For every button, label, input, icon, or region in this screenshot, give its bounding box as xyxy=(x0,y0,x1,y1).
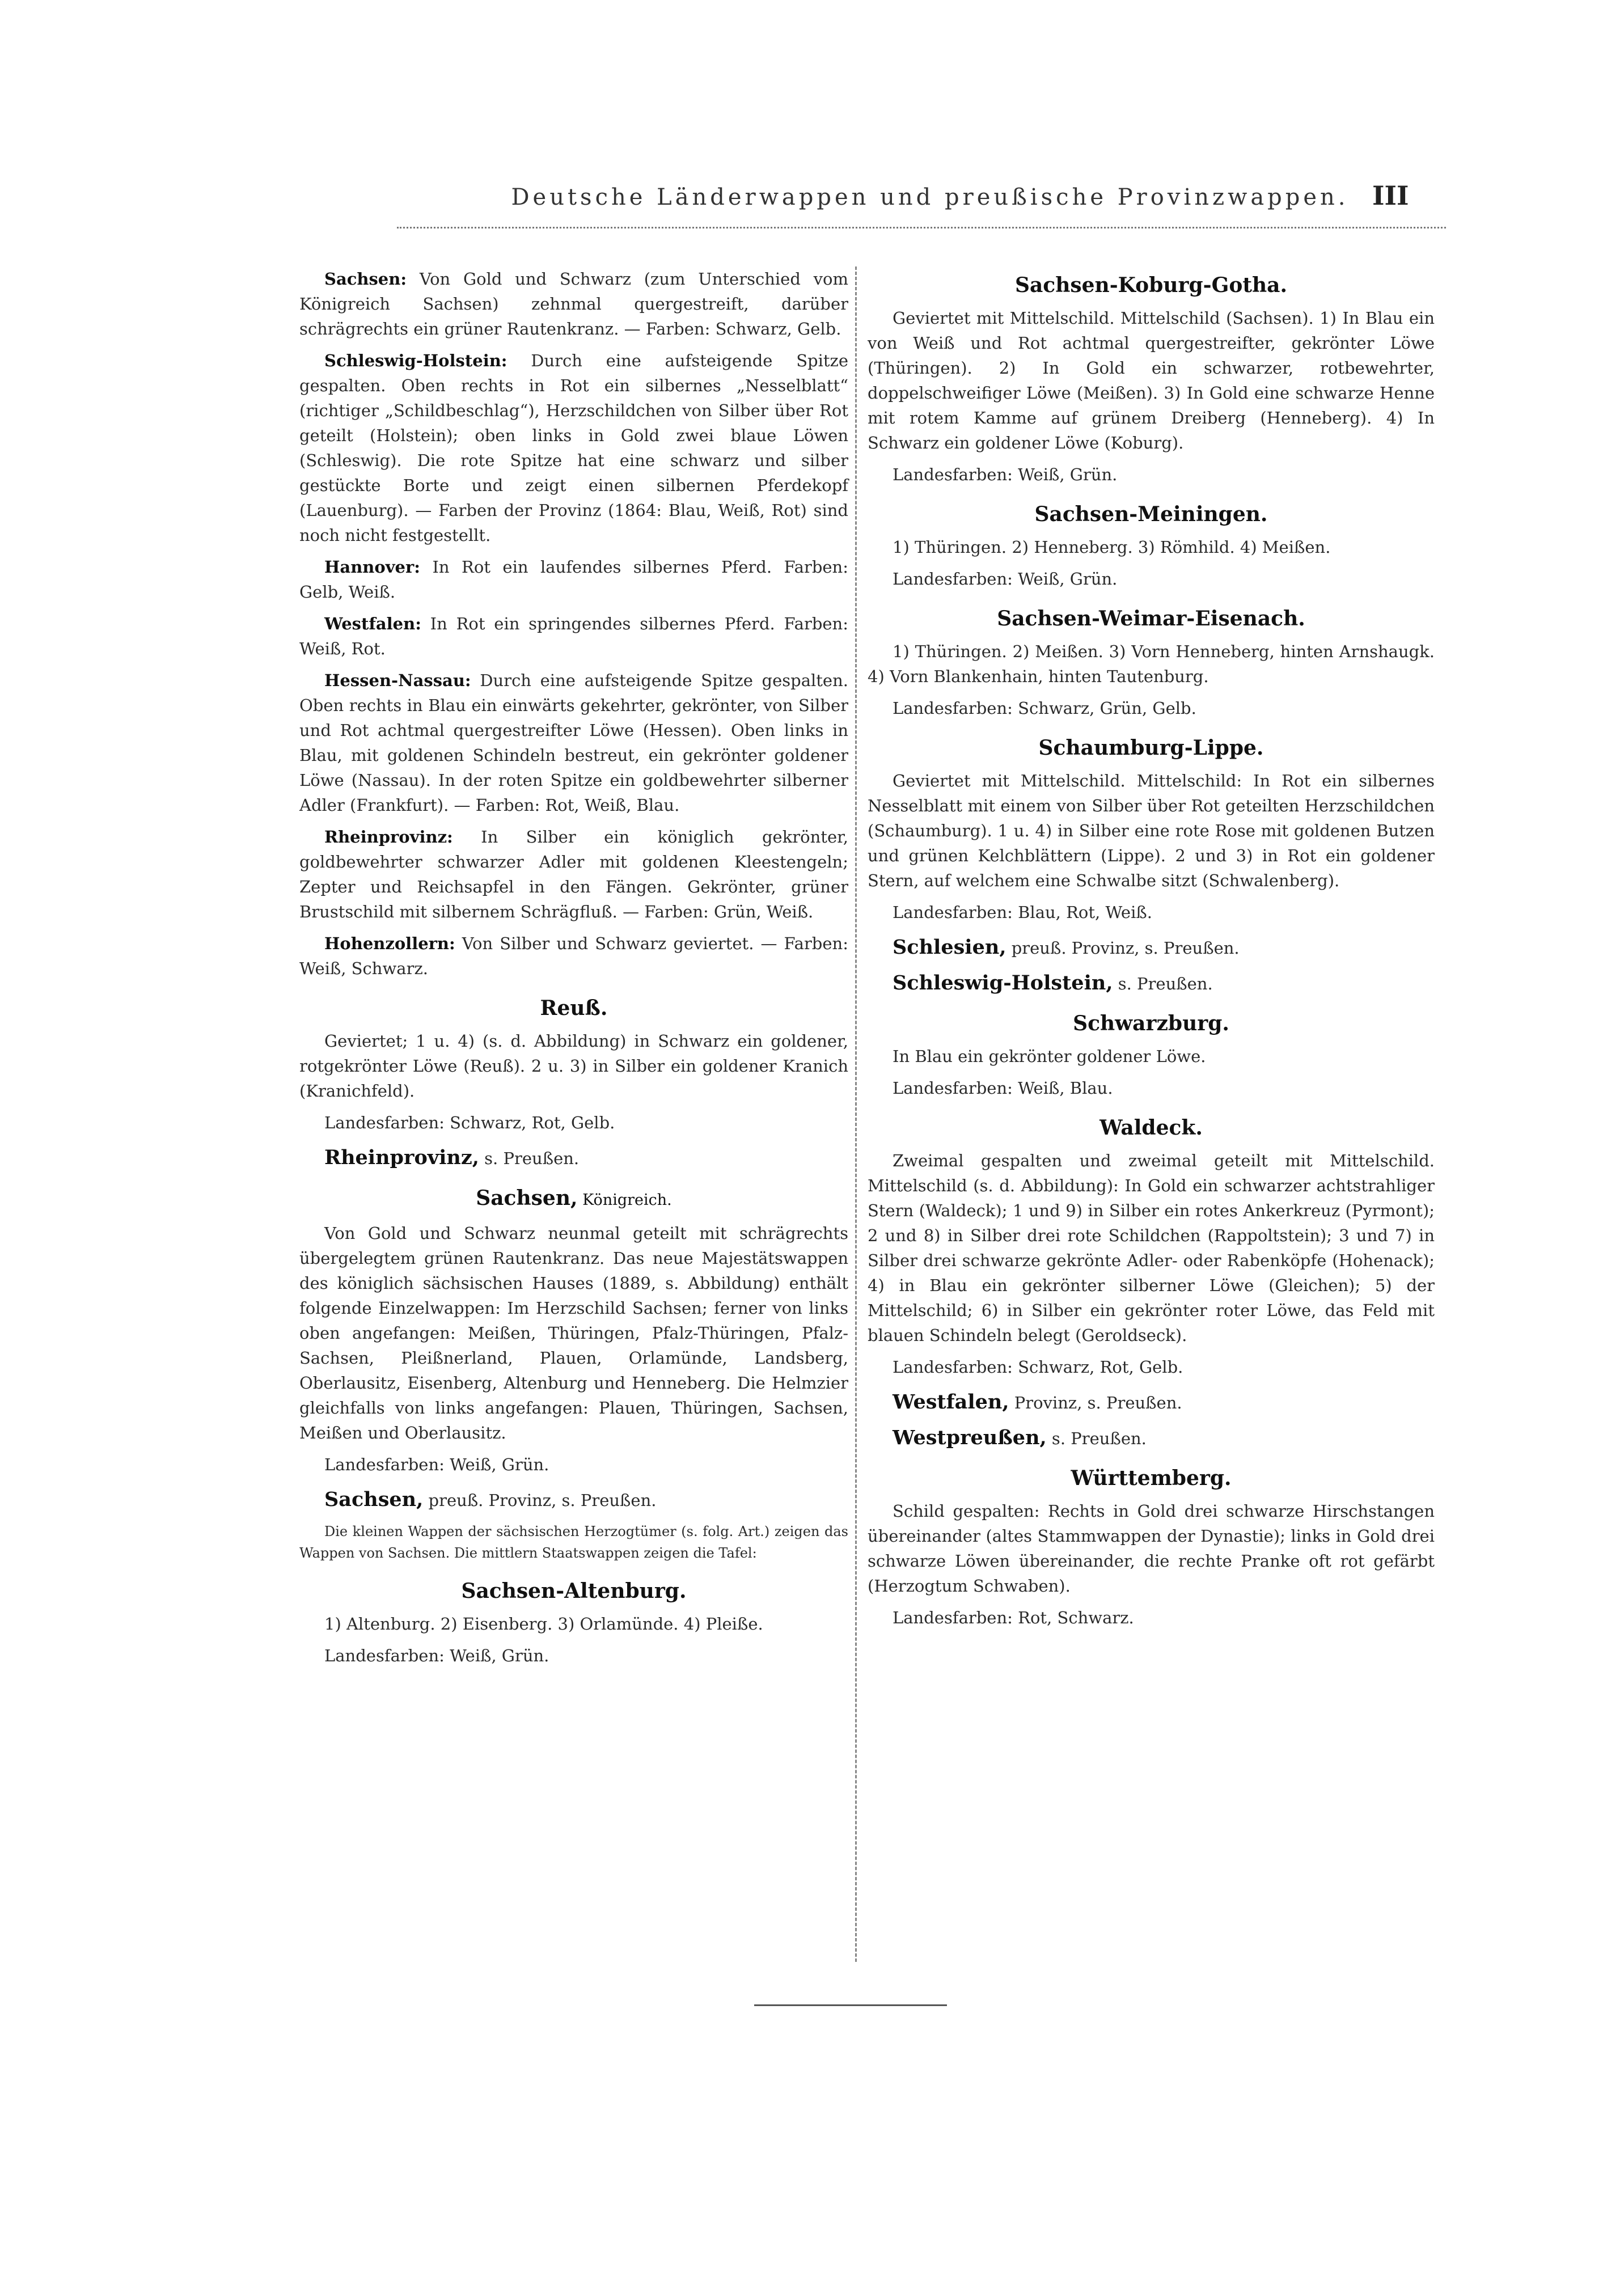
paragraph: Zweimal gespalten und zweimal geteilt mit Mittelschild. Mittelschild (s. d. Abbildung): In Gold ein schwarzer achtstrahliger Stern (Waldeck); 1 und 9) in Silber ein rotes Ankerkreuz (Pyrmont); 2 und 8) in Silber drei rote Schildchen (Rappoltstein); 3 und 7) in Silber drei schwarze gekrönte Adler- oder Rabenköpfe (Hohenack); 4) in Blau ein gekrönter silberner Löwe (Gleichen); 5) der Mittelschild; 6) in Silber ein gekrönter roter Löwe, das Feld mit blauen Schindeln belegt (Geroldseck). xyxy=(868,1151,1435,1345)
heading-subtitle: Königreich. xyxy=(577,1191,672,1209)
entry-text: Von Gold und Schwarz (zum Unterschied vom Königreich Sachsen) zehnmal quergestreift, darüber schrägrechts ein grüner Rautenkranz. — Farben: Schwarz, Gelb. xyxy=(299,269,848,339)
paragraph: Von Gold und Schwarz neunmal geteilt mit schrägrechts übergelegtem grünen Rautenkranz. Das neue Majestätswappen des königlich sächsischen Hauses (1889, s. Abbildung) enthält folgende Einzelwappen: Im Herzschild Sachsen; ferner von links oben angefangen: Meißen, Thüringen, Pfalz-Thüringen, Pfalz-Sachsen, Pleißnerland, Plauen, Orlamünde, Landsberg, Oberlausitz, Eisenberg, Altenburg und Henneberg. Die Helmzier gleichfalls von links angefangen: Plauen, Thüringen, Sachsen, Meißen und Oberlausitz. xyxy=(299,1224,848,1442)
page-number: III xyxy=(1372,180,1409,211)
section-heading xyxy=(868,502,1435,527)
entry-term: Rheinprovinz, xyxy=(324,1146,479,1169)
section-heading xyxy=(868,1466,1435,1491)
heading-title: Reuß. xyxy=(540,996,608,1020)
paragraph: Geviertet mit Mittelschild. Mittelschild (Sachsen). 1) In Blau ein von Weiß und Rot achtmal quergestreifter, gekrönter Löwe (Thüringen). 2) In Gold ein schwarzer, rotbewehrter, doppelschweifiger Löwe (Meißen). 3) In Gold eine schwarze Henne mit rotem Kamme auf grünem Dreiberg (Henneberg). 4) In Schwarz ein goldener Löwe (Koburg). xyxy=(868,308,1435,452)
section-heading xyxy=(868,735,1435,760)
entry-text: s. Preußen. xyxy=(479,1149,580,1168)
note-paragraph: Die kleinen Wappen der sächsischen Herzogtümer (s. folg. Art.) zeigen das Wappen von Sachsen. Die mittlern Staatswappen zeigen die Tafel: xyxy=(299,1524,848,1561)
entry xyxy=(299,266,848,341)
heading-title: Waldeck. xyxy=(1099,1116,1203,1140)
left-column xyxy=(299,266,848,1675)
right-column xyxy=(868,258,1435,1637)
paragraph: Landesfarben: Weiß, Blau. xyxy=(893,1078,1113,1098)
entry-text: Durch eine aufsteigende Spitze gespalten. Oben rechts in Blau ein einwärts gekehrter, gekrönter, von Silber und Rot achtmal quergestreifter Löwe (Hessen). Oben links in Blau, mit goldenen Schindeln bestreut, ein gekrönter goldener Löwe (Nassau). In der roten Spitze ein goldbewehrter silberner Adler (Frankfurt). — Farben: Rot, Weiß, Blau. xyxy=(299,671,848,815)
paragraph: Landesfarben: Weiß, Grün. xyxy=(324,1455,549,1474)
entry-term: Schleswig-Holstein: xyxy=(324,351,508,370)
paragraph: 1) Altenburg. 2) Eisenberg. 3) Orlamünde. 4) Pleiße. xyxy=(324,1614,763,1634)
section-heading xyxy=(299,1579,848,1604)
paragraph: Schild gespalten: Rechts in Gold drei schwarze Hirschstangen übereinander (altes Stammwappen der Dynastie); links in Gold drei schwarze Löwen übereinander, die rechte Pranke oft rot gefärbt (Herzogtum Schwaben). xyxy=(868,1501,1435,1596)
entry-term: Sachsen, xyxy=(324,1488,424,1511)
entry-term: Westfalen: xyxy=(324,614,421,633)
heading-title: Schaumburg-Lippe. xyxy=(1038,736,1264,760)
entry-term: Sachsen: xyxy=(324,269,407,289)
paragraph: Landesfarben: Schwarz, Grün, Gelb. xyxy=(893,699,1196,718)
section-heading xyxy=(868,1115,1435,1140)
entry-text: Durch eine aufsteigende Spitze gespalten. Oben rechts in Rot ein silbernes „Nesselblatt“ (richtiger „Schildbeschlag“), Herzschildchen von Silber über Rot geteilt (Holstein); oben links in Gold zwei blaue Löwen (Schleswig). Die rote Spitze hat eine schwarz und silber gestückte Borte und zeigt einen silbernen Pferdekopf (Lauenburg). — Farben der Provinz (1864: Blau, Weiß, Rot) sind noch nicht festgestellt. xyxy=(299,351,848,545)
cross-reference xyxy=(868,935,1435,961)
paragraph: Landesfarben: Weiß, Grün. xyxy=(893,569,1118,589)
paragraph: Landesfarben: Rot, Schwarz. xyxy=(893,1608,1134,1627)
heading-title: Sachsen-Meiningen. xyxy=(1034,502,1268,526)
entry xyxy=(299,611,848,661)
heading-title: Sachsen, xyxy=(476,1186,578,1210)
section-heading xyxy=(299,996,848,1021)
entry-term: Westfalen, xyxy=(893,1390,1009,1414)
running-header: Deutsche Länderwappen und preußische Provinzwappen. xyxy=(511,184,1349,210)
entry-text: s. Preußen. xyxy=(1113,974,1213,993)
entry-term: Westpreußen, xyxy=(893,1426,1047,1449)
cross-reference xyxy=(299,1145,848,1171)
paragraph: In Blau ein gekrönter goldener Löwe. xyxy=(893,1047,1206,1066)
paragraph: 1) Thüringen. 2) Henneberg. 3) Römhild. 4) Meißen. xyxy=(893,538,1331,557)
entry xyxy=(299,668,848,818)
paragraph: Landesfarben: Blau, Rot, Weiß. xyxy=(893,903,1152,922)
entry-text: Von Silber und Schwarz geviertet. — Farben: Weiß, Schwarz. xyxy=(299,934,848,978)
cross-reference xyxy=(868,1425,1435,1451)
paragraph: Geviertet; 1 u. 4) (s. d. Abbildung) in Schwarz ein goldener, rotgekrönter Löwe (Reuß). 2 u. 3) in Silber ein goldener Kranich (Kranichfeld). xyxy=(299,1031,848,1101)
entry-text: In Rot ein laufendes silbernes Pferd. Farben: Gelb, Weiß. xyxy=(299,557,848,602)
entry-term: Schlesien, xyxy=(893,936,1006,959)
paragraph: Landesfarben: Schwarz, Rot, Gelb. xyxy=(324,1113,615,1132)
heading-title: Sachsen-Koburg-Gotha. xyxy=(1014,273,1288,297)
entry-text: preuß. Provinz, s. Preußen. xyxy=(1006,938,1240,958)
entry-term: Hannover: xyxy=(324,557,420,577)
entry-text: s. Preußen. xyxy=(1046,1429,1147,1448)
entry xyxy=(299,555,848,604)
paragraph: Landesfarben: Weiß, Grün. xyxy=(893,465,1118,484)
entry-term: Schleswig-Holstein, xyxy=(893,971,1113,995)
entry-term: Rheinprovinz: xyxy=(324,827,453,847)
paragraph: Geviertet mit Mittelschild. Mittelschild: In Rot ein silbernes Nesselblatt mit einem von Silber über Rot geteilten Herzschildchen (Schaumburg). 1 u. 4) in Silber eine rote Rose mit goldenen Butzen und grünen Kelchblättern (Lippe). 2 und 3) in Rot ein goldener Stern, auf welchem eine Schwalbe sitzt (Schwalenberg). xyxy=(868,771,1435,890)
column-divider xyxy=(855,266,857,1962)
section-heading xyxy=(868,273,1435,298)
paragraph: Landesfarben: Weiß, Grün. xyxy=(324,1646,549,1665)
cross-reference xyxy=(299,1487,848,1513)
heading-title: Sachsen-Altenburg. xyxy=(461,1579,687,1603)
section-heading xyxy=(868,1011,1435,1036)
heading-title: Württemberg. xyxy=(1071,1466,1232,1490)
entry-term: Hessen-Nassau: xyxy=(324,671,471,690)
section-heading xyxy=(299,1186,848,1213)
entry-text: preuß. Provinz, s. Preußen. xyxy=(423,1491,657,1510)
paragraph: Landesfarben: Schwarz, Rot, Gelb. xyxy=(893,1357,1183,1377)
entry-text: In Silber ein königlich gekrönter, goldbewehrter schwarzer Adler mit goldenen Kleestengeln; Zepter und Reichsapfel in den Fängen. Gekrönter, grüner Brustschild mit silbernem Schrägfluß. — Farben: Grün, Weiß. xyxy=(299,827,848,921)
entry xyxy=(299,348,848,548)
entry xyxy=(299,824,848,924)
end-rule xyxy=(754,2004,947,2006)
entry-text: Provinz, s. Preußen. xyxy=(1009,1393,1182,1412)
section-heading xyxy=(868,606,1435,631)
entry-term: Hohenzollern: xyxy=(324,934,455,953)
cross-reference xyxy=(868,1390,1435,1415)
entry-text: In Rot ein springendes silbernes Pferd. Farben: Weiß, Rot. xyxy=(299,614,848,658)
entry xyxy=(299,931,848,981)
heading-title: Schwarzburg. xyxy=(1073,1012,1229,1035)
header-rule xyxy=(397,227,1446,229)
cross-reference xyxy=(868,971,1435,996)
heading-title: Sachsen-Weimar-Eisenach. xyxy=(997,607,1305,631)
paragraph: 1) Thüringen. 2) Meißen. 3) Vorn Henneberg, hinten Arnshaugk. 4) Vorn Blankenhain, hinten Tautenburg. xyxy=(868,642,1435,686)
